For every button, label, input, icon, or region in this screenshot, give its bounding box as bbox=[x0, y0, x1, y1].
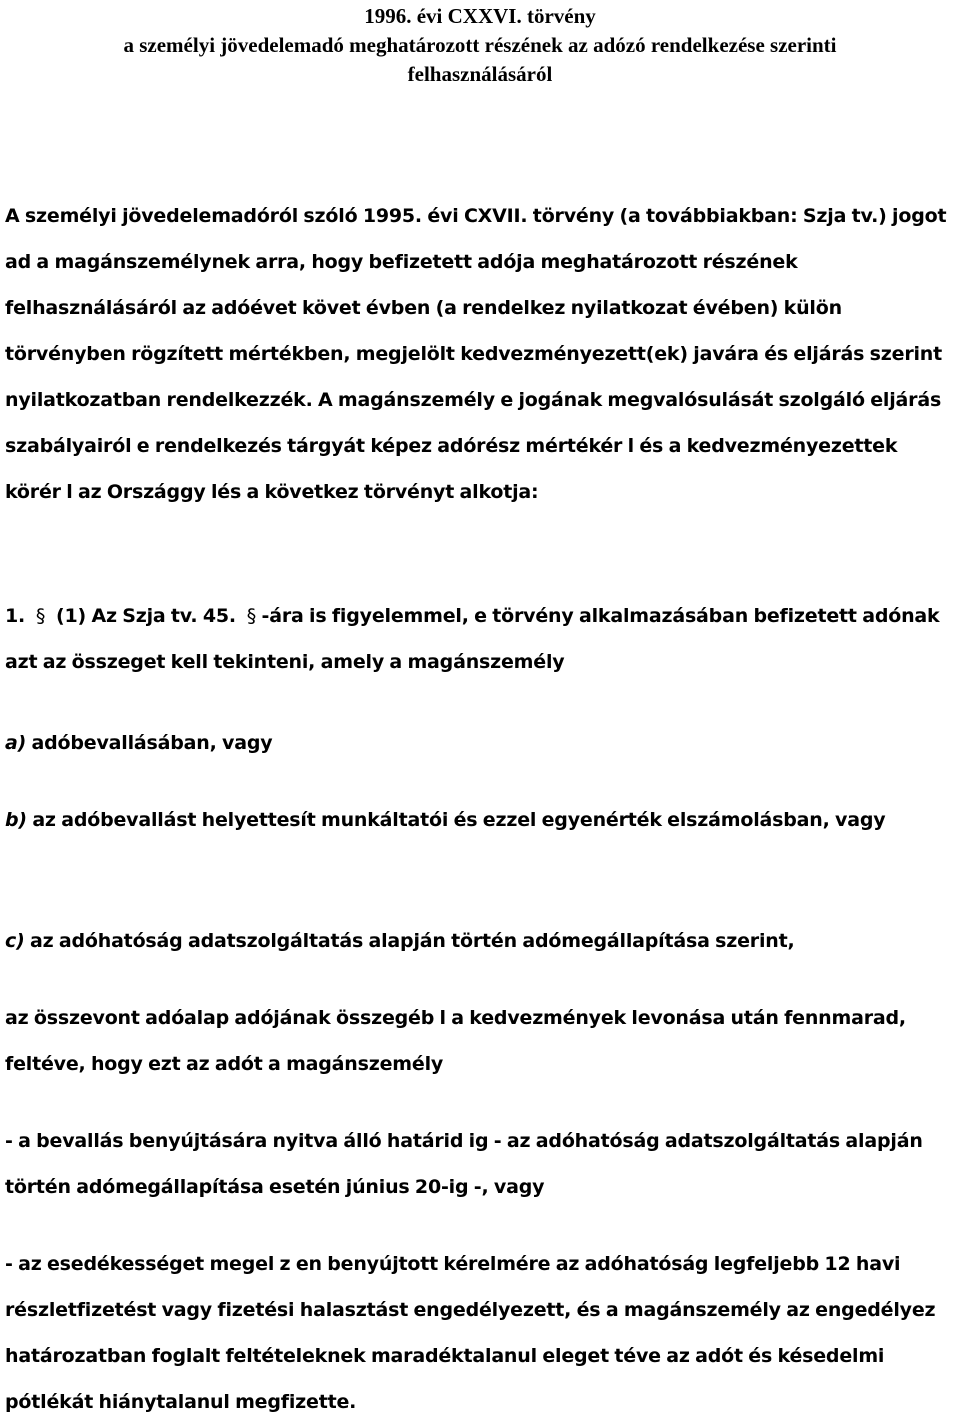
list-item-text: adóbevallásában, vagy bbox=[31, 732, 273, 754]
preamble-text: A személyi jövedelemadóról szóló 1995. évi CXVII. törvény (a továbbiakban: Szja tv.) jogot ad a magánszemélynek arra, hogy befizetett adója meghatározott részének felhasználásáról az adóévet követ évben (a rendelkez nyilatkozat évében) külön törvényben rögzített mértékben, megjelölt kedvezményezett(ek) javára és eljárás szerint nyilatkozatban rendelkezzék. A magánszemély e jogának megvalósulását szolgáló eljárás szabályairól e rendelkezés tárgyát képez adórész mértékér l és a kedvezményezettek körér l az Országgy lés a következ törvényt alkotja: bbox=[5, 205, 947, 503]
list-item bbox=[5, 918, 957, 964]
paragraph-3-text: - a bevallás benyújtására nyitva álló határid ig - az adóhatóság adatszolgáltatás alapján történ adómegállapítása esetén június 20-ig -, vagy bbox=[5, 1130, 923, 1198]
section-sign-icon: § bbox=[35, 605, 46, 627]
list-item bbox=[5, 720, 957, 766]
list-item-text: az adóhatóság adatszolgáltatás alapján történ adómegállapítása szerint, bbox=[29, 930, 795, 952]
paragraph-4-text: - az esedékességet megel z en benyújtott kérelmére az adóhatóság legfeljebb 12 havi részletfizetést vagy fizetési halasztást engedélyezett, és a magánszemély az engedélyez határozatban foglalt feltételeknek maradéktalanul eleget téve az adót és késedelmi pótlékát hiánytalanul megfizette. bbox=[5, 1253, 936, 1413]
paragraph-4 bbox=[5, 1241, 957, 1425]
section-1-text-a: (1) Az Szja tv. 45. bbox=[56, 605, 236, 627]
document-header bbox=[0, 2, 960, 89]
list-item-letter: c) bbox=[5, 930, 25, 952]
paragraph-2 bbox=[5, 995, 957, 1087]
law-title: 1996. évi CXXVI. törvény bbox=[364, 4, 596, 28]
section-1-text-b: -ára is figyelemmel, e törvény alkalmazásában befizetett adónak azt az összeget kell tekinteni, amely a magánszemély bbox=[5, 605, 940, 673]
law-subtitle-line2: felhasználásáról bbox=[407, 62, 553, 86]
paragraph-2-text: az összevont adóalap adójának összegéb l a kedvezmények levonása után fennmarad, feltéve, hogy ezt az adót a magánszemély bbox=[5, 1007, 906, 1075]
list-item-text: az adóbevallást helyettesít munkáltatói és ezzel egyenérték elszámolásban, vagy bbox=[32, 809, 886, 831]
list-item-letter: b) bbox=[5, 809, 27, 831]
section-1-paragraph bbox=[5, 593, 957, 685]
section-sign-icon: § bbox=[246, 605, 257, 627]
section-1 bbox=[5, 593, 957, 685]
paragraph-3 bbox=[5, 1118, 957, 1210]
law-subtitle-line1: a személyi jövedelemadó meghatározott részének az adózó rendelkezése szerinti bbox=[123, 33, 837, 57]
preamble bbox=[5, 193, 957, 515]
list-item bbox=[5, 797, 957, 843]
section-number: 1. bbox=[5, 605, 26, 627]
list-item-letter: a) bbox=[5, 732, 27, 754]
